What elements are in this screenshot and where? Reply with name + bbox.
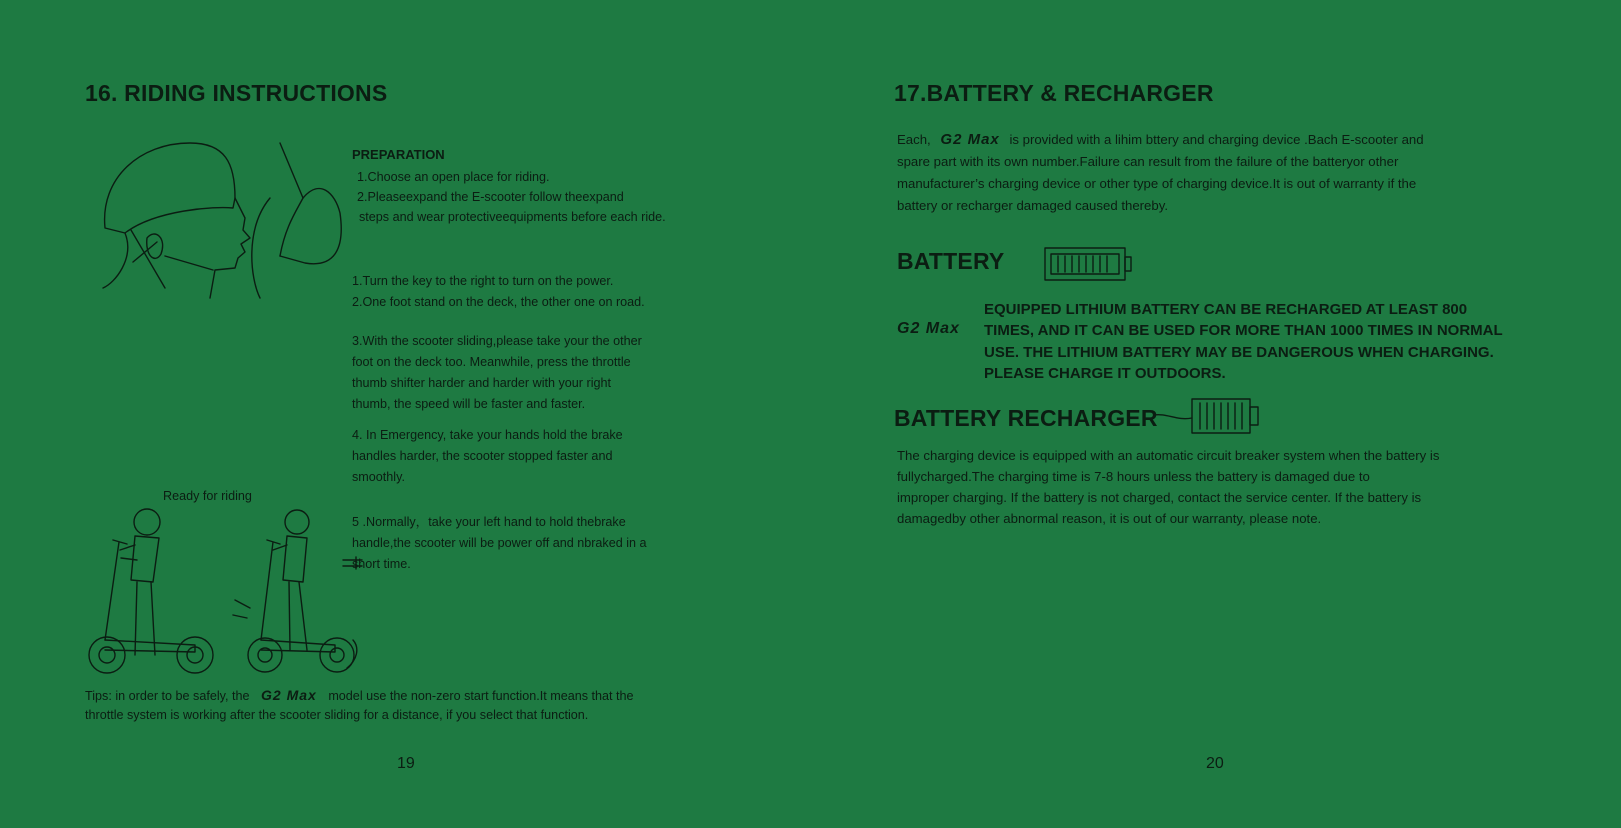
step-3-line: foot on the deck too. Meanwhile, press the throttle: [352, 355, 631, 369]
battery-warning-line: PLEASE CHARGE IT OUTDOORS.: [984, 365, 1226, 382]
helmet-illustration: [95, 138, 355, 308]
recharger-text-line: fullycharged.The charging time is 7-8 hours unless the battery is damaged due to: [897, 469, 1370, 484]
step-3-line: 3.With the scooter sliding,please take your the other: [352, 334, 642, 348]
intro-line-1: [897, 129, 1424, 150]
step-4-line: smoothly.: [352, 470, 405, 484]
step-5-line: handle,the scooter will be power off and nbraked in a: [352, 536, 647, 550]
battery-icon: [1043, 245, 1133, 285]
preparation-heading: PREPARATION: [352, 147, 445, 162]
brand-logo: G2 Max: [940, 131, 1000, 148]
tips-text: Tips: in order to be safely, the: [85, 689, 250, 703]
step-1: 1.Turn the key to the right to turn on the power.: [352, 274, 614, 288]
tips-text: model use the non-zero start function.It means that the: [328, 689, 634, 703]
page-title-battery: 17.BATTERY & RECHARGER: [894, 80, 1214, 106]
scooter-riders-illustration: [85, 500, 375, 680]
battery-warning-line: USE. THE LITHIUM BATTERY MAY BE DANGEROUS WHEN CHARGING.: [984, 344, 1494, 361]
battery-warning-line: EQUIPPED LITHIUM BATTERY CAN BE RECHARGED AT LEAST 800: [984, 301, 1468, 318]
step-4-line: 4. In Emergency, take your hands hold the brake: [352, 428, 623, 442]
recharger-heading: BATTERY RECHARGER: [894, 405, 1158, 431]
recharger-text-line: improper charging. If the battery is not charged, contact the service center. If the battery is: [897, 490, 1422, 505]
recharger-text-line: The charging device is equipped with an automatic circuit breaker system when the battery is: [897, 448, 1440, 463]
step-4-line: handles harder, the scooter stopped faster and: [352, 449, 613, 463]
intro-text: is provided with a lihim bttery and charging device .Bach E-scooter and: [1009, 132, 1424, 147]
step-3-line: thumb, the speed will be faster and faster.: [352, 397, 586, 411]
tips-line-2: throttle system is working after the scooter sliding for a distance, if you select that function.: [85, 708, 589, 722]
step-5-line: 5 .Normally，take your left hand to hold thebrake: [352, 515, 626, 529]
page-number-right: 20: [1206, 755, 1224, 772]
step-3-line: thumb shifter harder and harder with your right: [352, 376, 612, 390]
battery-heading: BATTERY: [897, 248, 1005, 274]
intro-line: manufacturer’s charging device or other type of charging device.It is out of warranty if the: [897, 176, 1417, 191]
preparation-item: 2.Pleaseexpand the E-scooter follow theexpand: [357, 190, 624, 204]
charger-icon: [1152, 393, 1262, 438]
ready-for-riding-label: Ready for riding: [163, 489, 252, 503]
page-number-left: 19: [397, 755, 415, 772]
tips-line-1: [85, 685, 634, 706]
brand-logo: G2 Max: [261, 687, 317, 703]
intro-line: spare part with its own number.Failure can result from the failure of the batteryor other: [897, 154, 1399, 169]
intro-line: battery or recharger damaged caused thereby.: [897, 198, 1168, 213]
intro-text: Each,: [897, 132, 931, 147]
preparation-item: 1.Choose an open place for riding.: [357, 170, 550, 184]
preparation-item: steps and wear protectiveequipments before each ride.: [359, 210, 666, 224]
battery-warning-line: TIMES, AND IT CAN BE USED FOR MORE THAN 1000 TIMES IN NORMAL: [984, 322, 1503, 339]
recharger-text-line: damagedby other abnormal reason, it is out of our warranty, please note.: [897, 511, 1322, 526]
brand-logo: G2 Max: [897, 320, 960, 337]
page-title-riding: 16. RIDING INSTRUCTIONS: [85, 80, 388, 106]
step-2: 2.One foot stand on the deck, the other one on road.: [352, 295, 645, 309]
step-5-line: short time.: [352, 557, 411, 571]
